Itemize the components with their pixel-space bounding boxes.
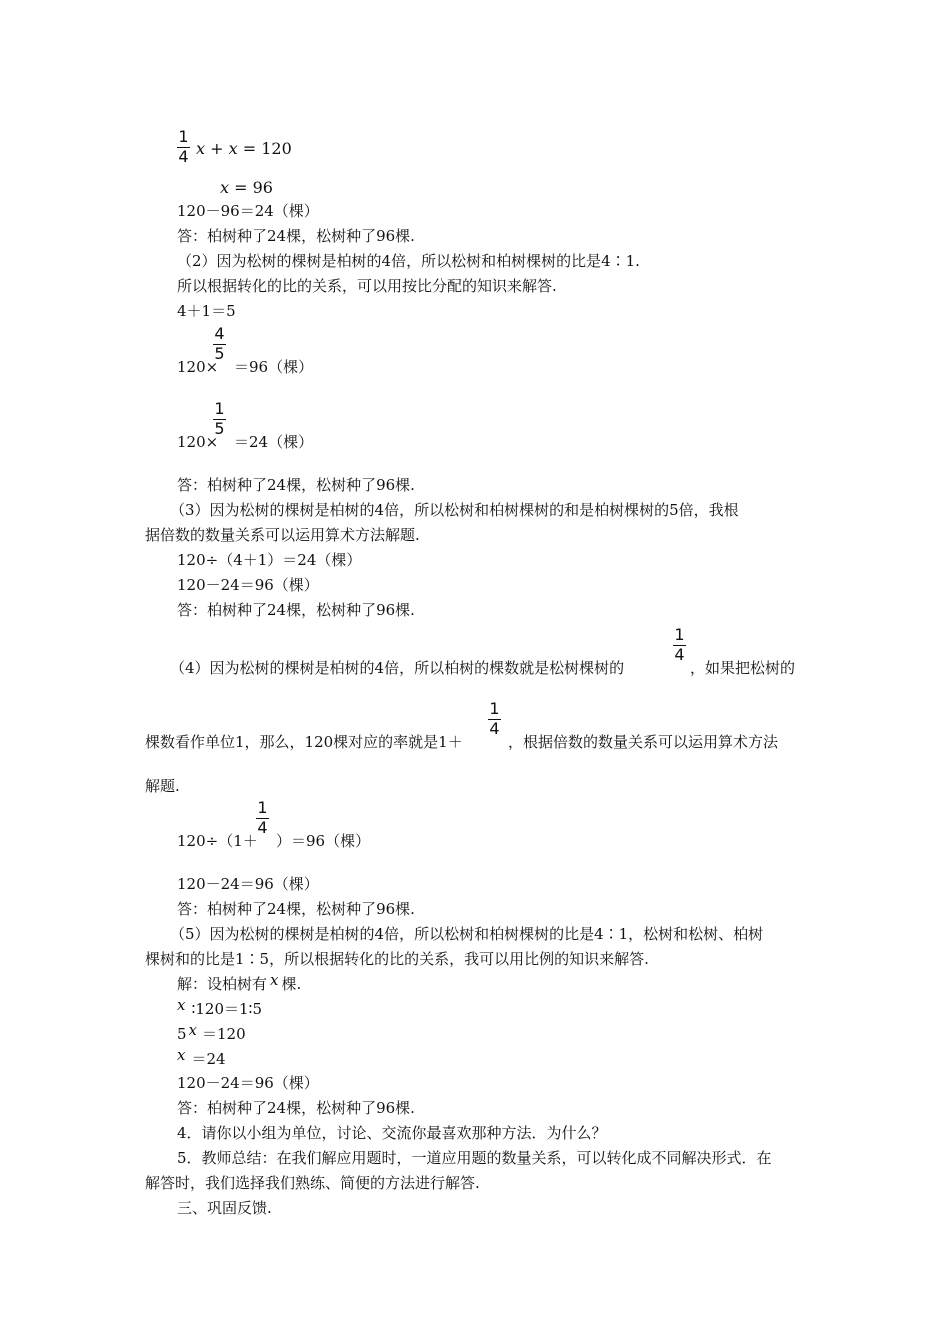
fraction-one-quarter bbox=[488, 700, 501, 738]
equals-sign: = bbox=[242, 139, 257, 158]
method-5-line-4 bbox=[177, 996, 262, 1019]
fraction-denominator: 5 bbox=[214, 419, 225, 438]
teacher-summary-line-2: 解答时，我们选择我们熟练、简便的方法进行解答. bbox=[145, 1174, 480, 1192]
fraction-denominator: 5 bbox=[214, 344, 225, 363]
variable-x: x bbox=[270, 971, 279, 989]
equation-line-1 bbox=[196, 139, 292, 159]
fraction-numerator: 1 bbox=[214, 399, 225, 418]
method-5-line-1: （5）因为松树的棵树是柏树的4倍，所以松树和柏树棵树的比是4∶1，松树和松树、柏树 bbox=[170, 925, 764, 943]
answer-line: 答：柏树种了24棵，松树种了96棵. bbox=[177, 900, 415, 918]
answer-line: 答：柏树种了24棵，松树种了96棵. bbox=[177, 476, 415, 494]
equation-line-2 bbox=[220, 178, 273, 198]
discussion-item: 4．请你以小组为单位，讨论、交流你最喜欢那种方法．为什么？ bbox=[177, 1124, 607, 1142]
coefficient: 5 bbox=[177, 1025, 187, 1043]
method-2-line-2: 所以根据转化的比的关系，可以用按比分配的知识来解答. bbox=[177, 277, 557, 295]
fraction-numerator: 4 bbox=[214, 324, 225, 343]
teacher-summary-line-1: 5．教师总结：在我们解应用题时，一道应用题的数量关系，可以转化成不同解决形式．在 bbox=[177, 1149, 772, 1167]
method-4-formula-prefix: 120÷（1＋ bbox=[177, 832, 258, 850]
equals-sign: = bbox=[234, 178, 248, 197]
method-3-line-2: 据倍数的数量关系可以运用算术方法解题. bbox=[145, 526, 420, 544]
fraction-denominator: 4 bbox=[489, 719, 500, 738]
equation-value: 120 bbox=[261, 139, 292, 158]
section-heading: 三、巩固反馈. bbox=[177, 1199, 272, 1217]
method-5-line-6 bbox=[177, 1046, 226, 1069]
method-4-formula-suffix: ）＝96（棵） bbox=[276, 832, 371, 850]
answer-line: 答：柏树种了24棵，松树种了96棵. bbox=[177, 1099, 415, 1117]
equation-value: 96 bbox=[252, 178, 273, 197]
method-2-formula-1-prefix: 120× bbox=[177, 358, 219, 376]
answer-line: 答：柏树种了24棵，松树种了96棵. bbox=[177, 227, 415, 245]
calc-line: 120－96＝24（棵） bbox=[177, 202, 319, 220]
fraction-one-quarter bbox=[673, 626, 686, 664]
answer-line: 答：柏树种了24棵，松树种了96棵. bbox=[177, 601, 415, 619]
method-4-line-1-suffix: ，如果把松树的 bbox=[690, 659, 796, 677]
method-5-line-2: 棵树和的比是1∶5，所以根据转化的比的关系，我可以用比例的知识来解答. bbox=[145, 950, 649, 968]
method-2-formula-1-suffix: ＝96（棵） bbox=[234, 358, 314, 376]
method-2-line-3: 4＋1＝5 bbox=[177, 302, 236, 320]
method-2-line-1: （2）因为松树的棵树是柏树的4倍，所以松树和柏树棵树的比是4∶1. bbox=[177, 252, 640, 270]
equation-rhs: ＝24 bbox=[191, 1050, 226, 1068]
fraction-numerator: 1 bbox=[489, 699, 500, 718]
method-5-line-3 bbox=[177, 971, 302, 994]
variable-x: x bbox=[228, 139, 238, 158]
fraction-denominator: 4 bbox=[674, 645, 685, 664]
method-2-formula-2-suffix: ＝24（棵） bbox=[234, 433, 314, 451]
variable-x: x bbox=[220, 178, 230, 197]
fraction-numerator: 1 bbox=[257, 798, 268, 817]
variable-x: x bbox=[177, 996, 186, 1014]
fraction-numerator: 1 bbox=[178, 127, 189, 146]
variable-x: x bbox=[196, 139, 206, 158]
method-3-line-4: 120－24＝96（棵） bbox=[177, 576, 319, 594]
method-3-line-3: 120÷（4＋1）＝24（棵） bbox=[177, 551, 362, 569]
method-3-line-1: （3）因为松树的棵树是柏树的4倍，所以松树和柏树棵树的和是柏树棵树的5倍，我根 bbox=[170, 501, 739, 519]
method-5-line-7: 120－24＝96（棵） bbox=[177, 1074, 319, 1092]
method-2-formula-2-prefix: 120× bbox=[177, 433, 219, 451]
fraction-numerator: 1 bbox=[674, 625, 685, 644]
method-4-line-5: 120－24＝96（棵） bbox=[177, 875, 319, 893]
fraction-four-fifths bbox=[213, 325, 226, 363]
fraction-denominator: 4 bbox=[178, 147, 189, 166]
equation-rhs: ＝120 bbox=[202, 1025, 246, 1043]
proportion-text: ∶120＝1∶5 bbox=[191, 1000, 262, 1018]
unit-label: 棵. bbox=[281, 975, 302, 993]
solution-label: 解：设柏树有 bbox=[177, 975, 268, 993]
method-4-line-3: 解题. bbox=[145, 777, 180, 795]
method-4-line-1-prefix: （4）因为松树的棵树是柏树的4倍，所以柏树的棵数就是松树棵树的 bbox=[170, 659, 625, 677]
plus-sign: + bbox=[210, 139, 224, 158]
method-4-line-2-prefix: 棵数看作单位1，那么，120棵对应的率就是1＋ bbox=[145, 733, 463, 751]
fraction-denominator: 4 bbox=[257, 818, 268, 837]
method-5-line-5 bbox=[177, 1021, 246, 1044]
fraction-one-quarter bbox=[177, 128, 190, 166]
variable-x: x bbox=[188, 1021, 198, 1039]
fraction-one-quarter bbox=[256, 799, 269, 837]
fraction-one-fifth bbox=[213, 400, 226, 438]
variable-x: x bbox=[177, 1046, 186, 1064]
method-4-line-2-suffix: ，根据倍数的数量关系可以运用算术方法 bbox=[508, 733, 779, 751]
